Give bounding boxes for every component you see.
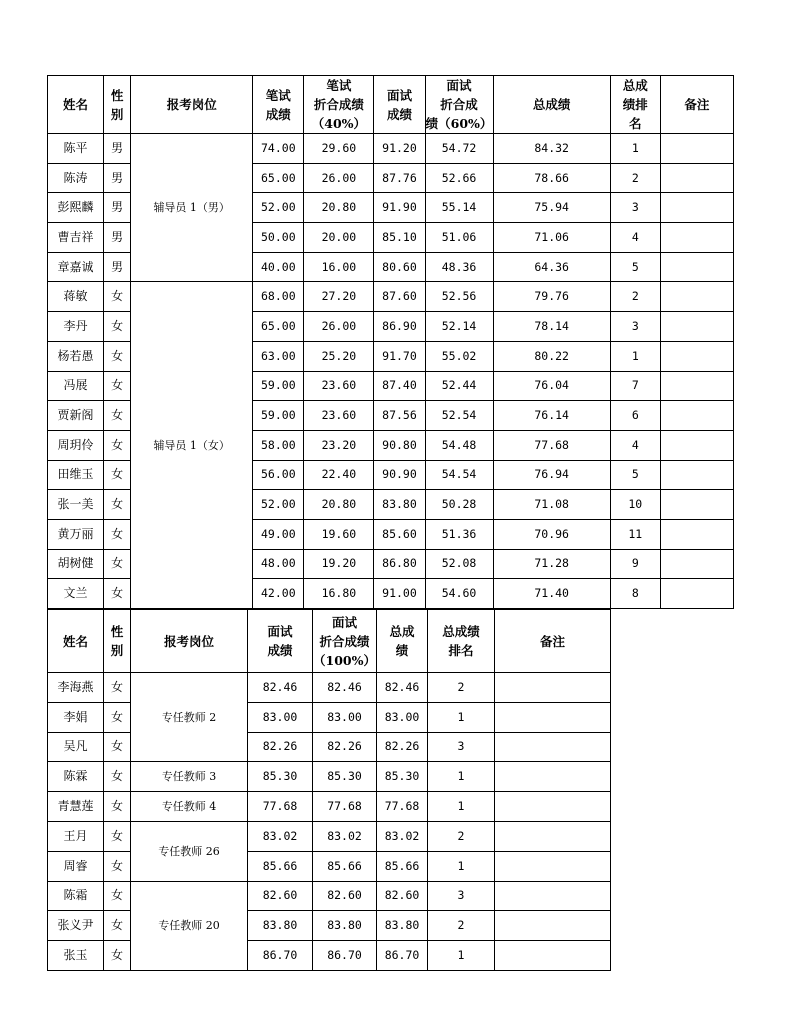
interview-conv-cell: 52.08 bbox=[425, 549, 493, 579]
name-cell: 张一美 bbox=[48, 490, 104, 520]
written-cell: 59.00 bbox=[253, 401, 304, 431]
gender-cell: 女 bbox=[104, 732, 131, 762]
gender-cell: 女 bbox=[104, 851, 131, 881]
header-rank: 总成绩 排名 bbox=[428, 610, 495, 673]
rank-cell: 1 bbox=[428, 702, 495, 732]
written-conv-cell: 29.60 bbox=[304, 134, 374, 164]
remark-cell bbox=[660, 312, 733, 342]
remark-cell bbox=[495, 702, 611, 732]
name-cell: 周玥伶 bbox=[48, 430, 104, 460]
total-cell: 82.46 bbox=[377, 673, 428, 703]
rank-cell: 6 bbox=[610, 401, 660, 431]
written-conv-cell: 23.20 bbox=[304, 430, 374, 460]
interview-cell: 85.66 bbox=[248, 851, 313, 881]
post-cell: 辅导员 1（女） bbox=[131, 282, 253, 609]
name-cell: 李娟 bbox=[48, 702, 104, 732]
gender-cell: 女 bbox=[104, 941, 131, 971]
rank-cell: 5 bbox=[610, 252, 660, 282]
name-cell: 胡树健 bbox=[48, 549, 104, 579]
table-row bbox=[48, 134, 734, 164]
total-cell: 84.32 bbox=[493, 134, 610, 164]
gender-cell: 女 bbox=[104, 490, 131, 520]
name-cell: 陈平 bbox=[48, 134, 104, 164]
name-cell: 青慧莲 bbox=[48, 792, 104, 822]
total-cell: 86.70 bbox=[377, 941, 428, 971]
name-cell: 章嘉诚 bbox=[48, 252, 104, 282]
written-cell: 63.00 bbox=[253, 341, 304, 371]
header-name: 姓名 bbox=[48, 610, 104, 673]
name-cell: 蒋敏 bbox=[48, 282, 104, 312]
interview-conv-cell: 54.48 bbox=[425, 430, 493, 460]
interview-conv-cell: 77.68 bbox=[313, 792, 377, 822]
rank-cell: 2 bbox=[610, 282, 660, 312]
rank-cell: 1 bbox=[428, 762, 495, 792]
gender-cell: 女 bbox=[104, 430, 131, 460]
interview-conv-cell: 85.66 bbox=[313, 851, 377, 881]
remark-cell bbox=[495, 792, 611, 822]
header-name: 姓名 bbox=[48, 76, 104, 134]
header-post: 报考岗位 bbox=[131, 610, 248, 673]
header-written-converted: 笔试 折合成绩 （40%） bbox=[304, 76, 374, 134]
gender-cell: 女 bbox=[104, 341, 131, 371]
header-rank: 总成 绩排 名 bbox=[610, 76, 660, 134]
header-interview-converted: 面试 折合成 绩（60%） bbox=[425, 76, 493, 134]
rank-cell: 3 bbox=[428, 881, 495, 911]
interview-conv-cell: 50.28 bbox=[425, 490, 493, 520]
written-cell: 52.00 bbox=[253, 490, 304, 520]
interview-conv-cell: 82.46 bbox=[313, 673, 377, 703]
interview-conv-cell: 54.54 bbox=[425, 460, 493, 490]
header-remark: 备注 bbox=[660, 76, 733, 134]
gender-cell: 女 bbox=[104, 702, 131, 732]
post-cell: 专任教师 3 bbox=[131, 762, 248, 792]
total-cell: 75.94 bbox=[493, 193, 610, 223]
rank-cell: 1 bbox=[428, 941, 495, 971]
remark-cell bbox=[660, 193, 733, 223]
header-total: 总成绩 bbox=[493, 76, 610, 134]
total-cell: 76.94 bbox=[493, 460, 610, 490]
gender-cell: 女 bbox=[104, 762, 131, 792]
total-cell: 78.14 bbox=[493, 312, 610, 342]
rank-cell: 5 bbox=[610, 460, 660, 490]
total-cell: 71.40 bbox=[493, 579, 610, 609]
written-cell: 50.00 bbox=[253, 223, 304, 253]
table-header-row bbox=[48, 610, 611, 673]
gender-cell: 女 bbox=[104, 460, 131, 490]
name-cell: 田维玉 bbox=[48, 460, 104, 490]
rank-cell: 2 bbox=[428, 821, 495, 851]
total-cell: 78.66 bbox=[493, 163, 610, 193]
table-row bbox=[48, 792, 611, 822]
written-conv-cell: 20.80 bbox=[304, 193, 374, 223]
remark-cell bbox=[495, 881, 611, 911]
written-cell: 65.00 bbox=[253, 312, 304, 342]
rank-cell: 1 bbox=[428, 851, 495, 881]
interview-conv-cell: 83.00 bbox=[313, 702, 377, 732]
rank-cell: 3 bbox=[610, 312, 660, 342]
interview-conv-cell: 55.02 bbox=[425, 341, 493, 371]
remark-cell bbox=[660, 579, 733, 609]
gender-cell: 男 bbox=[104, 223, 131, 253]
interview-conv-cell: 82.60 bbox=[313, 881, 377, 911]
remark-cell bbox=[660, 163, 733, 193]
interview-conv-cell: 52.66 bbox=[425, 163, 493, 193]
interview-cell: 83.02 bbox=[248, 821, 313, 851]
total-cell: 71.06 bbox=[493, 223, 610, 253]
interview-cell: 91.00 bbox=[374, 579, 425, 609]
interview-conv-cell: 83.02 bbox=[313, 821, 377, 851]
name-cell: 张义尹 bbox=[48, 911, 104, 941]
gender-cell: 女 bbox=[104, 312, 131, 342]
table-row bbox=[48, 282, 734, 312]
rank-cell: 3 bbox=[610, 193, 660, 223]
total-cell: 71.08 bbox=[493, 490, 610, 520]
interview-cell: 91.70 bbox=[374, 341, 425, 371]
rank-cell: 2 bbox=[428, 911, 495, 941]
written-conv-cell: 26.00 bbox=[304, 163, 374, 193]
written-cell: 56.00 bbox=[253, 460, 304, 490]
table-row bbox=[48, 881, 611, 911]
interview-cell: 87.56 bbox=[374, 401, 425, 431]
name-cell: 李海燕 bbox=[48, 673, 104, 703]
gender-cell: 男 bbox=[104, 163, 131, 193]
written-conv-cell: 20.00 bbox=[304, 223, 374, 253]
name-cell: 王月 bbox=[48, 821, 104, 851]
written-cell: 65.00 bbox=[253, 163, 304, 193]
remark-cell bbox=[660, 460, 733, 490]
remark-cell bbox=[660, 490, 733, 520]
interview-cell: 82.46 bbox=[248, 673, 313, 703]
interview-cell: 83.80 bbox=[248, 911, 313, 941]
written-conv-cell: 19.20 bbox=[304, 549, 374, 579]
total-cell: 70.96 bbox=[493, 519, 610, 549]
header-interview-score: 面试 成绩 bbox=[374, 76, 425, 134]
name-cell: 彭熙麟 bbox=[48, 193, 104, 223]
interview-cell: 90.90 bbox=[374, 460, 425, 490]
total-cell: 82.26 bbox=[377, 732, 428, 762]
remark-cell bbox=[660, 134, 733, 164]
interview-cell: 87.40 bbox=[374, 371, 425, 401]
table-row bbox=[48, 673, 611, 703]
rank-cell: 4 bbox=[610, 223, 660, 253]
remark-cell bbox=[495, 941, 611, 971]
rank-cell: 3 bbox=[428, 732, 495, 762]
remark-cell bbox=[660, 252, 733, 282]
header-remark: 备注 bbox=[495, 610, 611, 673]
total-cell: 85.66 bbox=[377, 851, 428, 881]
interview-cell: 82.26 bbox=[248, 732, 313, 762]
interview-cell: 77.68 bbox=[248, 792, 313, 822]
interview-conv-cell: 54.60 bbox=[425, 579, 493, 609]
gender-cell: 女 bbox=[104, 401, 131, 431]
written-cell: 48.00 bbox=[253, 549, 304, 579]
interview-cell: 83.00 bbox=[248, 702, 313, 732]
name-cell: 陈霜 bbox=[48, 881, 104, 911]
written-conv-cell: 23.60 bbox=[304, 371, 374, 401]
interview-conv-cell: 54.72 bbox=[425, 134, 493, 164]
header-gender: 性 别 bbox=[104, 610, 131, 673]
name-cell: 周睿 bbox=[48, 851, 104, 881]
remark-cell bbox=[495, 821, 611, 851]
interview-conv-cell: 82.26 bbox=[313, 732, 377, 762]
rank-cell: 11 bbox=[610, 519, 660, 549]
interview-conv-cell: 52.14 bbox=[425, 312, 493, 342]
rank-cell: 1 bbox=[610, 134, 660, 164]
gender-cell: 女 bbox=[104, 519, 131, 549]
gender-cell: 男 bbox=[104, 252, 131, 282]
remark-cell bbox=[495, 762, 611, 792]
interview-cell: 86.90 bbox=[374, 312, 425, 342]
remark-cell bbox=[495, 732, 611, 762]
gender-cell: 女 bbox=[104, 881, 131, 911]
gender-cell: 女 bbox=[104, 911, 131, 941]
total-cell: 76.04 bbox=[493, 371, 610, 401]
interview-cell: 85.30 bbox=[248, 762, 313, 792]
interview-conv-cell: 85.30 bbox=[313, 762, 377, 792]
written-cell: 68.00 bbox=[253, 282, 304, 312]
table-header-row bbox=[48, 76, 734, 134]
interview-conv-cell: 51.06 bbox=[425, 223, 493, 253]
interview-cell: 87.76 bbox=[374, 163, 425, 193]
total-cell: 76.14 bbox=[493, 401, 610, 431]
gender-cell: 男 bbox=[104, 193, 131, 223]
remark-cell bbox=[660, 549, 733, 579]
header-written-score: 笔试 成绩 bbox=[253, 76, 304, 134]
written-conv-cell: 20.80 bbox=[304, 490, 374, 520]
header-interview-score: 面试 成绩 bbox=[248, 610, 313, 673]
counselor-score-table bbox=[47, 75, 734, 609]
remark-cell bbox=[495, 851, 611, 881]
remark-cell bbox=[495, 673, 611, 703]
total-cell: 83.00 bbox=[377, 702, 428, 732]
post-cell: 辅导员 1（男） bbox=[131, 134, 253, 282]
name-cell: 陈霖 bbox=[48, 762, 104, 792]
rank-cell: 1 bbox=[610, 341, 660, 371]
gender-cell: 女 bbox=[104, 792, 131, 822]
written-cell: 58.00 bbox=[253, 430, 304, 460]
written-conv-cell: 22.40 bbox=[304, 460, 374, 490]
post-cell: 专任教师 2 bbox=[131, 673, 248, 762]
name-cell: 张玉 bbox=[48, 941, 104, 971]
interview-cell: 80.60 bbox=[374, 252, 425, 282]
interview-conv-cell: 51.36 bbox=[425, 519, 493, 549]
interview-cell: 91.20 bbox=[374, 134, 425, 164]
interview-conv-cell: 83.80 bbox=[313, 911, 377, 941]
interview-conv-cell: 48.36 bbox=[425, 252, 493, 282]
name-cell: 陈涛 bbox=[48, 163, 104, 193]
name-cell: 贾新阁 bbox=[48, 401, 104, 431]
total-cell: 80.22 bbox=[493, 341, 610, 371]
rank-cell: 2 bbox=[428, 673, 495, 703]
total-cell: 83.80 bbox=[377, 911, 428, 941]
interview-conv-cell: 52.56 bbox=[425, 282, 493, 312]
written-conv-cell: 27.20 bbox=[304, 282, 374, 312]
interview-cell: 82.60 bbox=[248, 881, 313, 911]
interview-cell: 86.70 bbox=[248, 941, 313, 971]
written-conv-cell: 23.60 bbox=[304, 401, 374, 431]
remark-cell bbox=[660, 282, 733, 312]
total-cell: 64.36 bbox=[493, 252, 610, 282]
written-cell: 74.00 bbox=[253, 134, 304, 164]
interview-conv-cell: 86.70 bbox=[313, 941, 377, 971]
header-interview-converted: 面试 折合成绩 （100%） bbox=[313, 610, 377, 673]
name-cell: 文兰 bbox=[48, 579, 104, 609]
interview-cell: 86.80 bbox=[374, 549, 425, 579]
gender-cell: 男 bbox=[104, 134, 131, 164]
written-cell: 52.00 bbox=[253, 193, 304, 223]
interview-cell: 90.80 bbox=[374, 430, 425, 460]
remark-cell bbox=[660, 341, 733, 371]
rank-cell: 8 bbox=[610, 579, 660, 609]
written-cell: 40.00 bbox=[253, 252, 304, 282]
remark-cell bbox=[495, 911, 611, 941]
name-cell: 冯展 bbox=[48, 371, 104, 401]
table-row bbox=[48, 821, 611, 851]
written-conv-cell: 19.60 bbox=[304, 519, 374, 549]
written-conv-cell: 26.00 bbox=[304, 312, 374, 342]
remark-cell bbox=[660, 371, 733, 401]
gender-cell: 女 bbox=[104, 579, 131, 609]
rank-cell: 7 bbox=[610, 371, 660, 401]
interview-cell: 83.80 bbox=[374, 490, 425, 520]
interview-cell: 85.10 bbox=[374, 223, 425, 253]
interview-cell: 91.90 bbox=[374, 193, 425, 223]
rank-cell: 2 bbox=[610, 163, 660, 193]
header-gender: 性 别 bbox=[104, 76, 131, 134]
remark-cell bbox=[660, 519, 733, 549]
interview-conv-cell: 52.54 bbox=[425, 401, 493, 431]
total-cell: 85.30 bbox=[377, 762, 428, 792]
interview-conv-cell: 52.44 bbox=[425, 371, 493, 401]
rank-cell: 1 bbox=[428, 792, 495, 822]
header-total: 总成 绩 bbox=[377, 610, 428, 673]
post-cell: 专任教师 4 bbox=[131, 792, 248, 822]
total-cell: 82.60 bbox=[377, 881, 428, 911]
written-cell: 49.00 bbox=[253, 519, 304, 549]
written-cell: 59.00 bbox=[253, 371, 304, 401]
name-cell: 李丹 bbox=[48, 312, 104, 342]
total-cell: 79.76 bbox=[493, 282, 610, 312]
rank-cell: 9 bbox=[610, 549, 660, 579]
header-post: 报考岗位 bbox=[131, 76, 253, 134]
rank-cell: 4 bbox=[610, 430, 660, 460]
post-cell: 专任教师 26 bbox=[131, 821, 248, 881]
total-cell: 71.28 bbox=[493, 549, 610, 579]
post-cell: 专任教师 20 bbox=[131, 881, 248, 970]
name-cell: 吴凡 bbox=[48, 732, 104, 762]
total-cell: 83.02 bbox=[377, 821, 428, 851]
remark-cell bbox=[660, 401, 733, 431]
gender-cell: 女 bbox=[104, 821, 131, 851]
total-cell: 77.68 bbox=[493, 430, 610, 460]
remark-cell bbox=[660, 223, 733, 253]
gender-cell: 女 bbox=[104, 282, 131, 312]
interview-conv-cell: 55.14 bbox=[425, 193, 493, 223]
written-cell: 42.00 bbox=[253, 579, 304, 609]
written-conv-cell: 16.00 bbox=[304, 252, 374, 282]
name-cell: 黄万丽 bbox=[48, 519, 104, 549]
table-row bbox=[48, 762, 611, 792]
interview-cell: 85.60 bbox=[374, 519, 425, 549]
written-conv-cell: 25.20 bbox=[304, 341, 374, 371]
gender-cell: 女 bbox=[104, 549, 131, 579]
total-cell: 77.68 bbox=[377, 792, 428, 822]
interview-cell: 87.60 bbox=[374, 282, 425, 312]
name-cell: 杨若愚 bbox=[48, 341, 104, 371]
rank-cell: 10 bbox=[610, 490, 660, 520]
name-cell: 曹吉祥 bbox=[48, 223, 104, 253]
written-conv-cell: 16.80 bbox=[304, 579, 374, 609]
gender-cell: 女 bbox=[104, 673, 131, 703]
teacher-score-table bbox=[47, 609, 611, 971]
remark-cell bbox=[660, 430, 733, 460]
gender-cell: 女 bbox=[104, 371, 131, 401]
